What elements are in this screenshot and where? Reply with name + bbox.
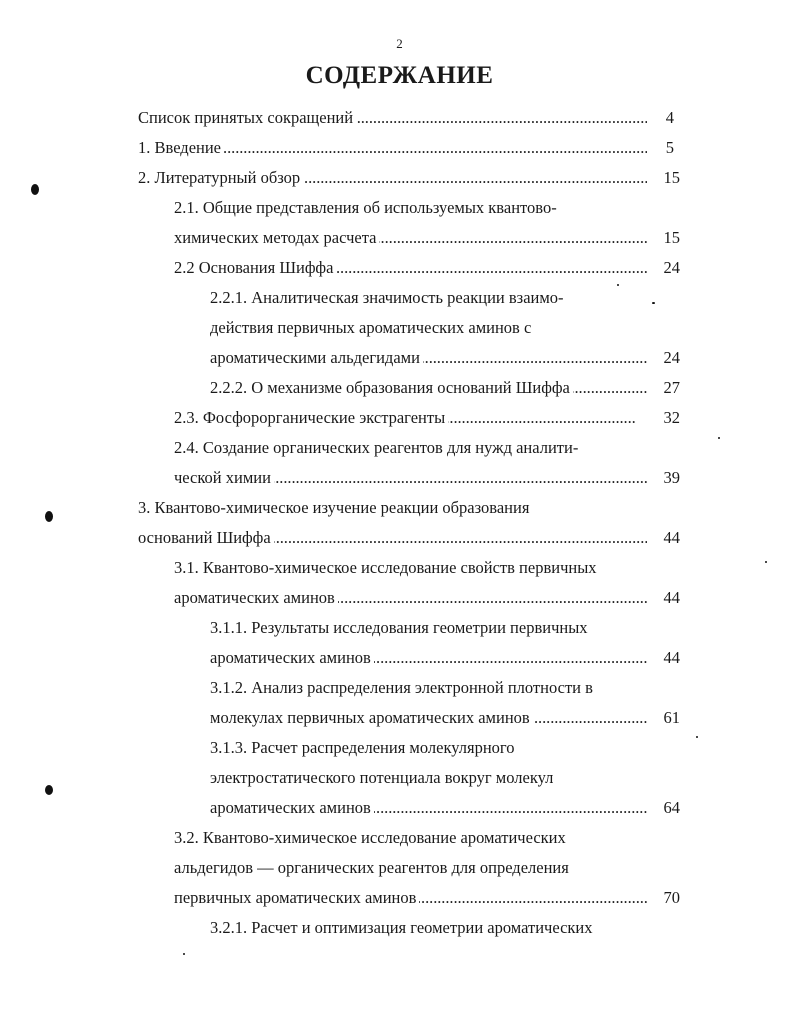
toc-page-number: 24 [663, 348, 680, 367]
toc-entry-text: 3.1. Квантово-химическое исследование свойств первичных [174, 553, 654, 583]
toc-page-number: 4 [665, 108, 674, 127]
toc-entry-text: оснований Шиффа . . . [138, 523, 647, 553]
toc-entry-text: 2.2.1. Аналитическая значимость реакции взаимо- [210, 283, 650, 313]
toc-page-number: 61 [663, 708, 680, 727]
toc-entry-text: ароматических аминов . . . [174, 583, 647, 613]
toc-entry-text: ческой химии . . . [174, 463, 647, 493]
toc-page-number: 39 [663, 468, 680, 487]
toc-entry-text: альдегидов — органических реагентов для определения [174, 853, 644, 883]
scan-mark [617, 284, 619, 286]
toc-entry-text: 2.2 Основания Шиффа . . . [174, 253, 647, 283]
toc-entry-text: 3.1.3. Расчет распределения молекулярного [210, 733, 650, 763]
toc-entry-text: ароматических аминов . . . [210, 793, 647, 823]
toc-page-number: 24 [663, 258, 680, 277]
scan-mark [652, 302, 655, 304]
toc-page-number: 15 [663, 168, 680, 187]
toc-entry-text: 1. Введение . . . [138, 133, 647, 163]
toc-entry-text: молекулах первичных ароматических аминов . . . [210, 703, 647, 733]
scan-mark [183, 953, 185, 955]
toc-page-number: 64 [663, 798, 680, 817]
toc-entry-text: 3.1.1. Результаты исследования геометрии первичных [210, 613, 650, 643]
toc-entry-text: ароматических аминов . . . [210, 643, 647, 673]
scan-mark [45, 785, 53, 795]
toc-page-number: 44 [663, 588, 680, 607]
toc-entry-text: ароматическими альдегидами . . . [210, 343, 647, 373]
page-number: 2 [396, 36, 403, 51]
toc-page-number: 15 [663, 228, 680, 247]
toc-entry-text: 2.2.2. О механизме образования оснований Шиффа . . . [210, 373, 647, 403]
toc-entry-text: первичных ароматических аминов . . . [174, 883, 647, 913]
toc-entry-text: 2.1. Общие представления об используемых квантово- [174, 193, 644, 223]
scan-mark [765, 561, 767, 563]
scan-mark [31, 184, 39, 195]
scan-mark [718, 437, 720, 439]
toc-page-number: 32 [663, 408, 680, 427]
toc-entry-text: химических методах расчета . . . [174, 223, 647, 253]
toc-page-number: 70 [663, 888, 680, 907]
toc-entry-text: электростатического потенциала вокруг молекул [210, 763, 650, 793]
toc-entry-text: Список принятых сокращений . . . [138, 103, 647, 133]
toc-entry-text: 3.1.2. Анализ распределения электронной плотности в [210, 673, 650, 703]
scan-mark [696, 736, 698, 738]
toc-entry-text: 3.2.1. Расчет и оптимизация геометрии ароматических [210, 913, 650, 943]
toc-page-number: 5 [665, 138, 674, 157]
toc-entry-text: 3.2. Квантово-химическое исследование ароматических [174, 823, 644, 853]
toc-page-number: 44 [663, 528, 680, 547]
toc-entry-text: 2.3. Фосфорорганические экстрагенты . . . [174, 403, 636, 433]
page-title: СОДЕРЖАНИЕ [305, 62, 494, 89]
toc-entry-text: действия первичных ароматических аминов с [210, 313, 650, 343]
toc-entry-text: 2.4. Создание органических реагентов для нужд аналити- [174, 433, 644, 463]
toc-page-number: 27 [663, 378, 680, 397]
toc-entry-text: 2. Литературный обзор . . . [138, 163, 647, 193]
toc-page-number: 44 [663, 648, 680, 667]
scan-mark [45, 511, 53, 522]
toc-entry-text: 3. Квантово-химическое изучение реакции образования [138, 493, 638, 523]
